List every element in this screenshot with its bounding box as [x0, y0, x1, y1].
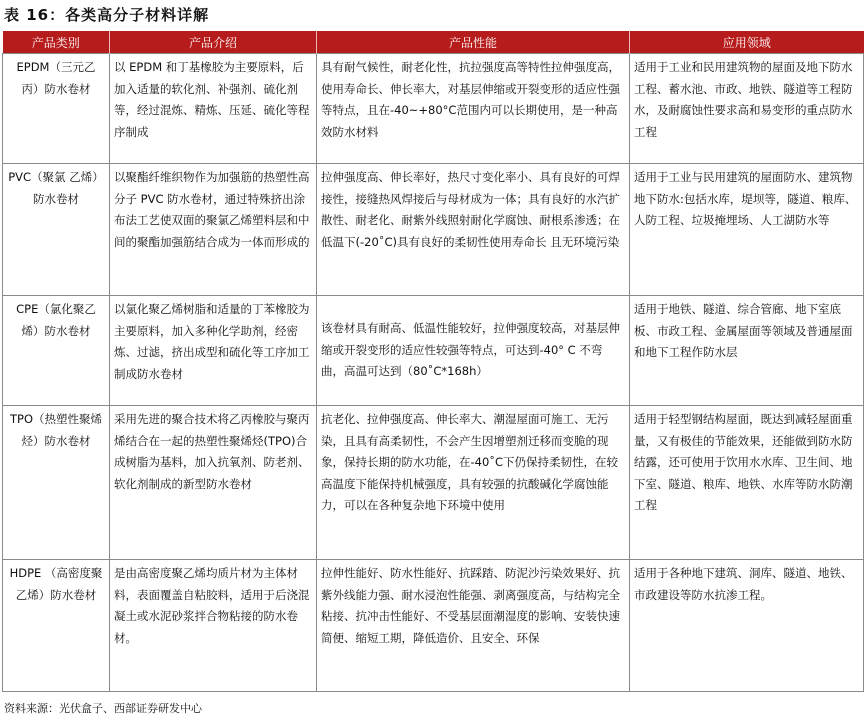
cell-intro: 以 EPDM 和丁基橡胶为主要原料，后加入适量的软化剂、补强剂、硫化剂等，经过混炼、精炼、压延、硫化等程序制成: [110, 54, 317, 164]
cell-intro: 是由高密度聚乙烯均质片材为主体材料，表面覆盖自粘胶料，适用于后浇混凝土或水泥砂浆拌合物粘接的防水卷材。: [110, 560, 317, 692]
cell-intro: 采用先进的聚合技术将乙丙橡胶与聚丙烯结合在一起的热塑性聚烯烃(TPO)合成树脂为基料，加入抗氧剂、防老剂、软化剂制成的新型防水卷材: [110, 406, 317, 560]
cell-application: 适用于各种地下建筑、洞库、隧道、地铁、市政建设等防水抗渗工程。: [630, 560, 864, 692]
cell-performance: 该卷材具有耐高、低温性能较好，拉伸强度较高，对基层伸缩或开裂变形的适应性较强等特点，可达到-40° C 不弯曲，高温可达到（80˚C*168h）: [317, 296, 630, 406]
header-category: 产品类别: [3, 31, 110, 54]
cell-application: 适用于轻型钢结构屋面，既达到减轻屋面重量，又有极佳的节能效果，还能做到防水防结露，还可使用于饮用水水库、卫生间、地下室、隧道、粮库、地铁、水库等防水防潮工程: [630, 406, 864, 560]
table-row: [3, 54, 864, 164]
cell-intro: 以聚酯纤维织物作为加强筋的热塑性高分子 PVC 防水卷材，通过特殊挤出涂布法工艺使双面的聚氯乙烯塑料层和中间的聚酯加强筋结合成为一体而形成的: [110, 164, 317, 296]
source-note: 资料来源：光伏盒子、西部证券研发中心: [4, 702, 202, 715]
cell-category: TPO（热塑性聚烯烃）防水卷材: [3, 406, 110, 560]
header-application: 应用领域: [630, 31, 864, 54]
cell-performance: 拉伸性能好、防水性能好、抗踩踏、防泥沙污染效果好、抗紫外线能力强、耐水浸泡性能强、剥离强度高，与结构完全粘接、抗冲击性能好、不受基层面潮湿度的影响、安装快速简便、缩短工期，降低造价、且安全、环保: [317, 560, 630, 692]
cell-performance: 抗老化、拉伸强度高、伸长率大、潮湿屋面可施工、无污染，且具有高柔韧性，不会产生因增塑剂迁移而变脆的现象，保持长期的防水功能，在-40˚C下仍保持柔韧性，在较高温度下能保持机械强度，具有较强的抗酸碱化学腐蚀能力，可以在各种复杂地下环境中使用: [317, 406, 630, 560]
cell-category: EPDM（三元乙丙）防水卷材: [3, 54, 110, 164]
materials-table: [2, 31, 864, 692]
cell-category: HDPE （高密度聚乙烯）防水卷材: [3, 560, 110, 692]
cell-intro: 以氯化聚乙烯树脂和适量的丁苯橡胶为主要原料，加入多种化学助剂，经密炼、过滤，挤出成型和硫化等工序加工制成防水卷材: [110, 296, 317, 406]
table-row: [3, 406, 864, 560]
table-row: [3, 164, 864, 296]
table-title: 表 16：各类高分子材料详解: [4, 6, 210, 24]
cell-application: 适用于工业和民用建筑物的屋面及地下防水工程、蓄水池、市政、地铁、隧道等工程防水，及耐腐蚀性要求高和易变形的重点防水工程: [630, 54, 864, 164]
header-performance: 产品性能: [317, 31, 630, 54]
cell-category: CPE（氯化聚乙烯）防水卷材: [3, 296, 110, 406]
cell-application: 适用于地铁、隧道、综合管廊、地下室底板、市政工程、金属屋面等领域及普通屋面和地下工程作防水层: [630, 296, 864, 406]
cell-performance: 拉伸强度高、伸长率好，热尺寸变化率小、具有良好的可焊接性，接缝热风焊接后与母材成为一体；具有良好的水汽扩散性、耐老化、耐紫外线照射耐化学腐蚀、耐根系渗透；在低温下(-20˚C)具有良好的柔韧性使用寿命长 且无环境污染: [317, 164, 630, 296]
cell-performance: 具有耐气候性，耐老化性，抗拉强度高等特性拉伸强度高，使用寿命长、伸长率大，对基层伸缩或开裂变形的适应性强等特点，且在-40~+80°C范围内可以长期使用，是一种高效防水材料: [317, 54, 630, 164]
cell-category: PVC（聚氯 乙烯）防水卷材: [3, 164, 110, 296]
table-row: [3, 296, 864, 406]
table-row: [3, 560, 864, 692]
cell-application: 适用于工业与民用建筑的屋面防水、建筑物地下防水:包括水库，堤坝等，隧道、粮库、人防工程、垃圾掩埋场、人工湖防水等: [630, 164, 864, 296]
header-row: [3, 31, 864, 54]
header-intro: 产品介绍: [110, 31, 317, 54]
